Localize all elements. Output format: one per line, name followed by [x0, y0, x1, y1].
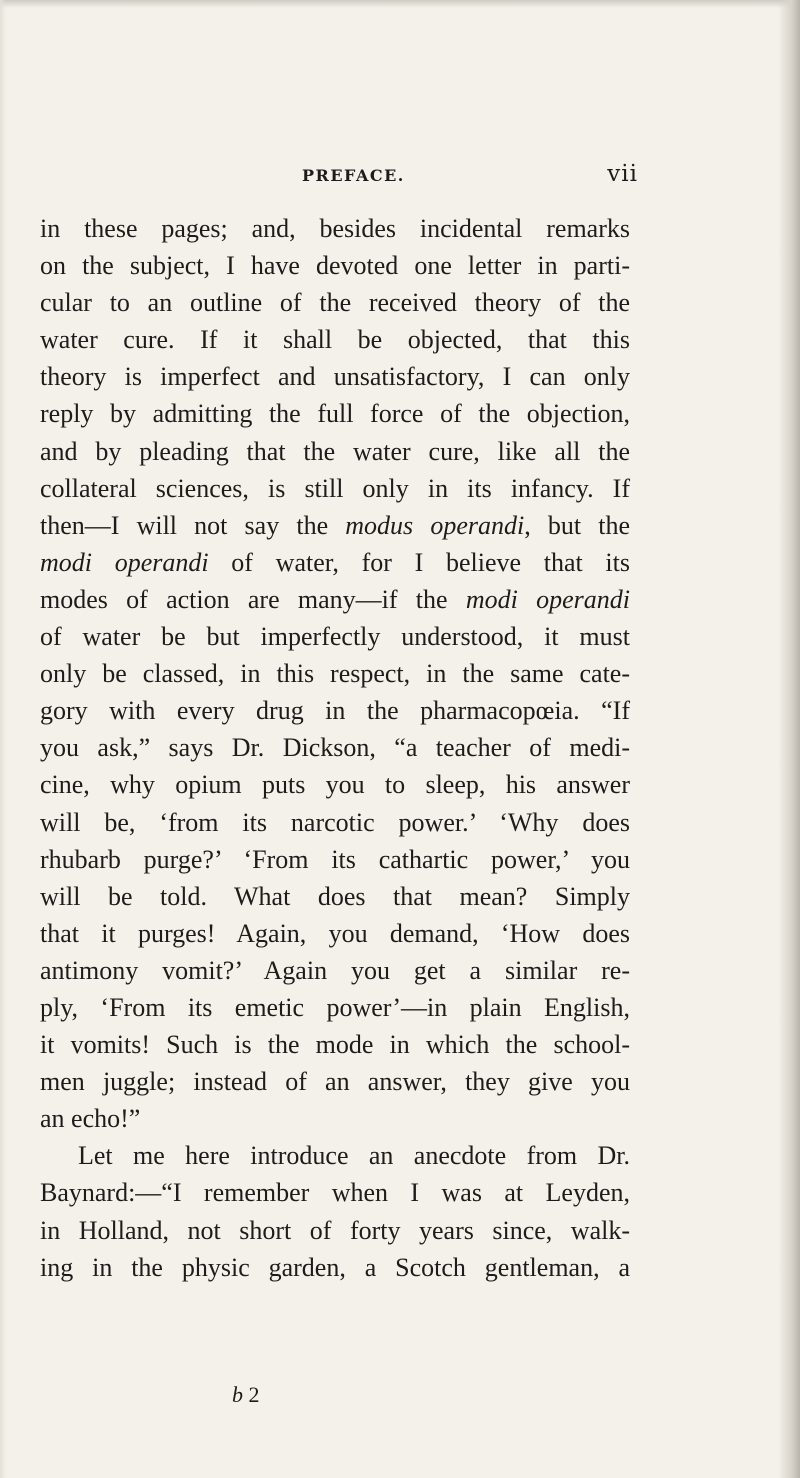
text-line: will be told. What does that mean? Simply [40, 881, 630, 911]
text-line: then—I will not say the modus operandi, but the [40, 510, 631, 540]
text-line: only be classed, in this respect, in the same cate- [40, 659, 630, 689]
page-left-shadow [0, 0, 6, 1478]
text-line: water cure. If it shall be objected, that this [40, 325, 630, 355]
page-top-shadow [0, 0, 800, 8]
text-line: modi operandi of water, for I believe that its [40, 547, 630, 577]
text-line: an echo!” [40, 1104, 141, 1134]
text-line: that it purges! Again, you demand, ‘How does [40, 918, 630, 948]
text-line: antimony vomit?’ Again you get a similar re- [40, 955, 630, 985]
text-line: will be, ‘from its narcotic power.’ ‘Why does [40, 807, 630, 837]
text-line: in Holland, not short of forty years since, walk- [40, 1215, 630, 1245]
page-gutter-shadow [778, 0, 800, 1478]
text-line: theory is imperfect and unsatisfactory, I can only [40, 362, 630, 392]
text-line: cular to an outline of the received theory of the [40, 288, 630, 318]
text-line: it vomits! Such is the mode in which the school- [40, 1030, 630, 1060]
text-line: ply, ‘From its emetic power’—in plain English, [40, 992, 630, 1022]
text-line: Baynard:—“I remember when I was at Leyden, [40, 1178, 630, 1208]
italic-phrase: modus operandi [345, 510, 525, 540]
italic-phrase: modi operandi [465, 584, 630, 614]
page-number: vii [607, 161, 638, 187]
text-line: ing in the physic garden, a Scotch gentleman, a [40, 1252, 630, 1282]
text-line: you ask,” says Dr. Dickson, “a teacher of medi- [40, 733, 630, 763]
text-line: modes of action are many—if the modi operandi [40, 584, 630, 614]
text-line: rhubarb purge?’ ‘From its cathartic power,’ you [40, 844, 630, 874]
text-line: gory with every drug in the pharmacopœia. “If [40, 696, 630, 726]
signature-number: 2 [248, 1382, 260, 1407]
signature-letter: b [232, 1382, 243, 1407]
text-line: in these pages; and, besides incidental remarks [40, 214, 630, 243]
italic-phrase: modi operandi [40, 547, 209, 577]
text-line: men juggle; instead of an answer, they give you [40, 1067, 630, 1097]
page-header [302, 161, 638, 194]
text-line: cine, why opium puts you to sleep, his answer [40, 770, 630, 800]
text-line: of water be but imperfectly understood, it must [40, 622, 630, 652]
text-line: collateral sciences, is still only in its infancy. If [40, 473, 630, 503]
signature-mark [232, 1382, 260, 1408]
text-line: on the subject, I have devoted one letter in parti- [40, 251, 630, 281]
text-line: and by pleading that the water cure, like all the [40, 436, 630, 466]
running-head: PREFACE. [302, 166, 405, 185]
body-text [40, 210, 630, 1286]
text-line: reply by admitting the full force of the objection, [40, 399, 630, 429]
text-line: Let me here introduce an anecdote from Dr. [78, 1141, 630, 1171]
